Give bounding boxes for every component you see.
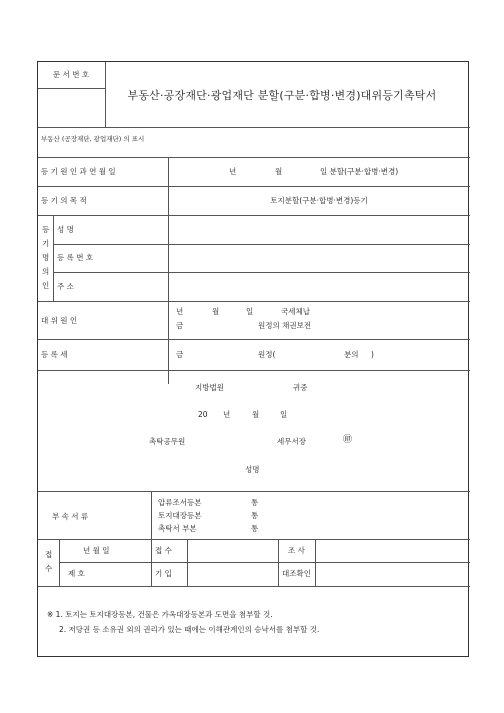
label-column-divider [168, 157, 169, 384]
receipt-number-label: 제 호 [68, 569, 85, 578]
receipt-char-2: 수 [45, 564, 53, 573]
signature-name-label: 성명 [245, 465, 260, 474]
subrogation-label: 대 위 원 인 [41, 316, 78, 325]
court-honorific: 귀중 [293, 383, 308, 392]
tax-text: 원정( [258, 350, 276, 359]
holder-char-4: 의 [42, 267, 50, 276]
reason-label: 등 기 원 인 과 연 월 일 [41, 167, 116, 176]
purpose-value: 토지분할(구분·합병·변경)등기 [270, 196, 368, 205]
attachment-unit-2: 통 [251, 511, 259, 520]
attachments-label: 부 속 서 류 [52, 512, 89, 521]
date-day: 일 [280, 410, 288, 419]
form-frame [37, 61, 469, 657]
receipt-char-1: 접 [45, 550, 53, 559]
confirm-label: 대조확인 [282, 569, 311, 578]
holder-regno-label: 등 록 번 호 [57, 253, 94, 262]
subrogation-amount-prefix: 금 [176, 321, 184, 330]
reason-month: 월 [275, 167, 283, 176]
subrogation-day: 일 [246, 307, 254, 316]
receipt-label: 접 수 [155, 546, 172, 555]
tax-label: 등 록 세 [41, 350, 68, 359]
check-label: 조 사 [288, 546, 305, 555]
subrogation-claim-text: 원정의 채권보전 [258, 321, 312, 330]
date-prefix: 20 [198, 410, 208, 419]
holder-name-label: 성 명 [57, 225, 74, 234]
attachment-item-1: 압류조서등본 [158, 498, 202, 507]
tax-prefix: 금 [176, 350, 184, 359]
reason-year: 년 [229, 167, 237, 176]
form-title: 부동산·공장재단·광업재단 분할(구분·합병·변경)대위등기촉탁서 [127, 89, 437, 102]
receipt-date-label: 년 월 일 [83, 546, 110, 555]
reason-day-value: 일 분할(구분·합병·변경) [320, 167, 399, 176]
attachment-item-3: 촉탁서 부본 [158, 524, 197, 533]
court-name: 지방법원 [195, 383, 224, 392]
subrogation-month: 월 [212, 307, 220, 316]
date-year: 년 [223, 410, 231, 419]
date-month: 월 [252, 410, 260, 419]
property-label: 부동산 (공장재단, 광업재단) 의 표시 [41, 135, 145, 143]
holder-char-3: 명 [42, 253, 50, 262]
header-divider [105, 62, 106, 127]
purpose-label: 등 기 의 목 적 [41, 196, 87, 205]
holder-char-2: 기 [42, 239, 50, 248]
holder-char-1: 등 [42, 225, 50, 234]
seal-icon: ㊞ [343, 435, 353, 445]
entry-label: 기 입 [155, 569, 172, 578]
holder-address-label: 주 소 [57, 282, 74, 291]
subrogation-tax-arrears: 국세체납 [281, 307, 310, 316]
attachment-item-2: 토지대장등본 [158, 511, 202, 520]
doc-number-divider [38, 88, 105, 89]
attachment-unit-3: 통 [251, 524, 259, 533]
office-label: 세무서장 [277, 437, 306, 446]
tax-fraction: 분의 [344, 350, 359, 359]
note-line-2: 2. 저당권 등 소유권 외의 권리가 있는 때에는 이해관계인의 승낙서를 첨부할 것. [59, 625, 320, 634]
official-label: 촉탁공무원 [149, 437, 186, 446]
note-line-1: ※ 1. 토지는 토지대장등본, 건물은 가옥대장등본과 도면을 첨부할 것. [47, 610, 273, 619]
holder-char-5: 인 [42, 281, 50, 290]
subrogation-year: 년 [176, 307, 184, 316]
tax-close: ) [371, 350, 374, 359]
attachment-unit-1: 통 [251, 498, 259, 507]
doc-number-label: 문 서 번 호 [52, 70, 90, 79]
